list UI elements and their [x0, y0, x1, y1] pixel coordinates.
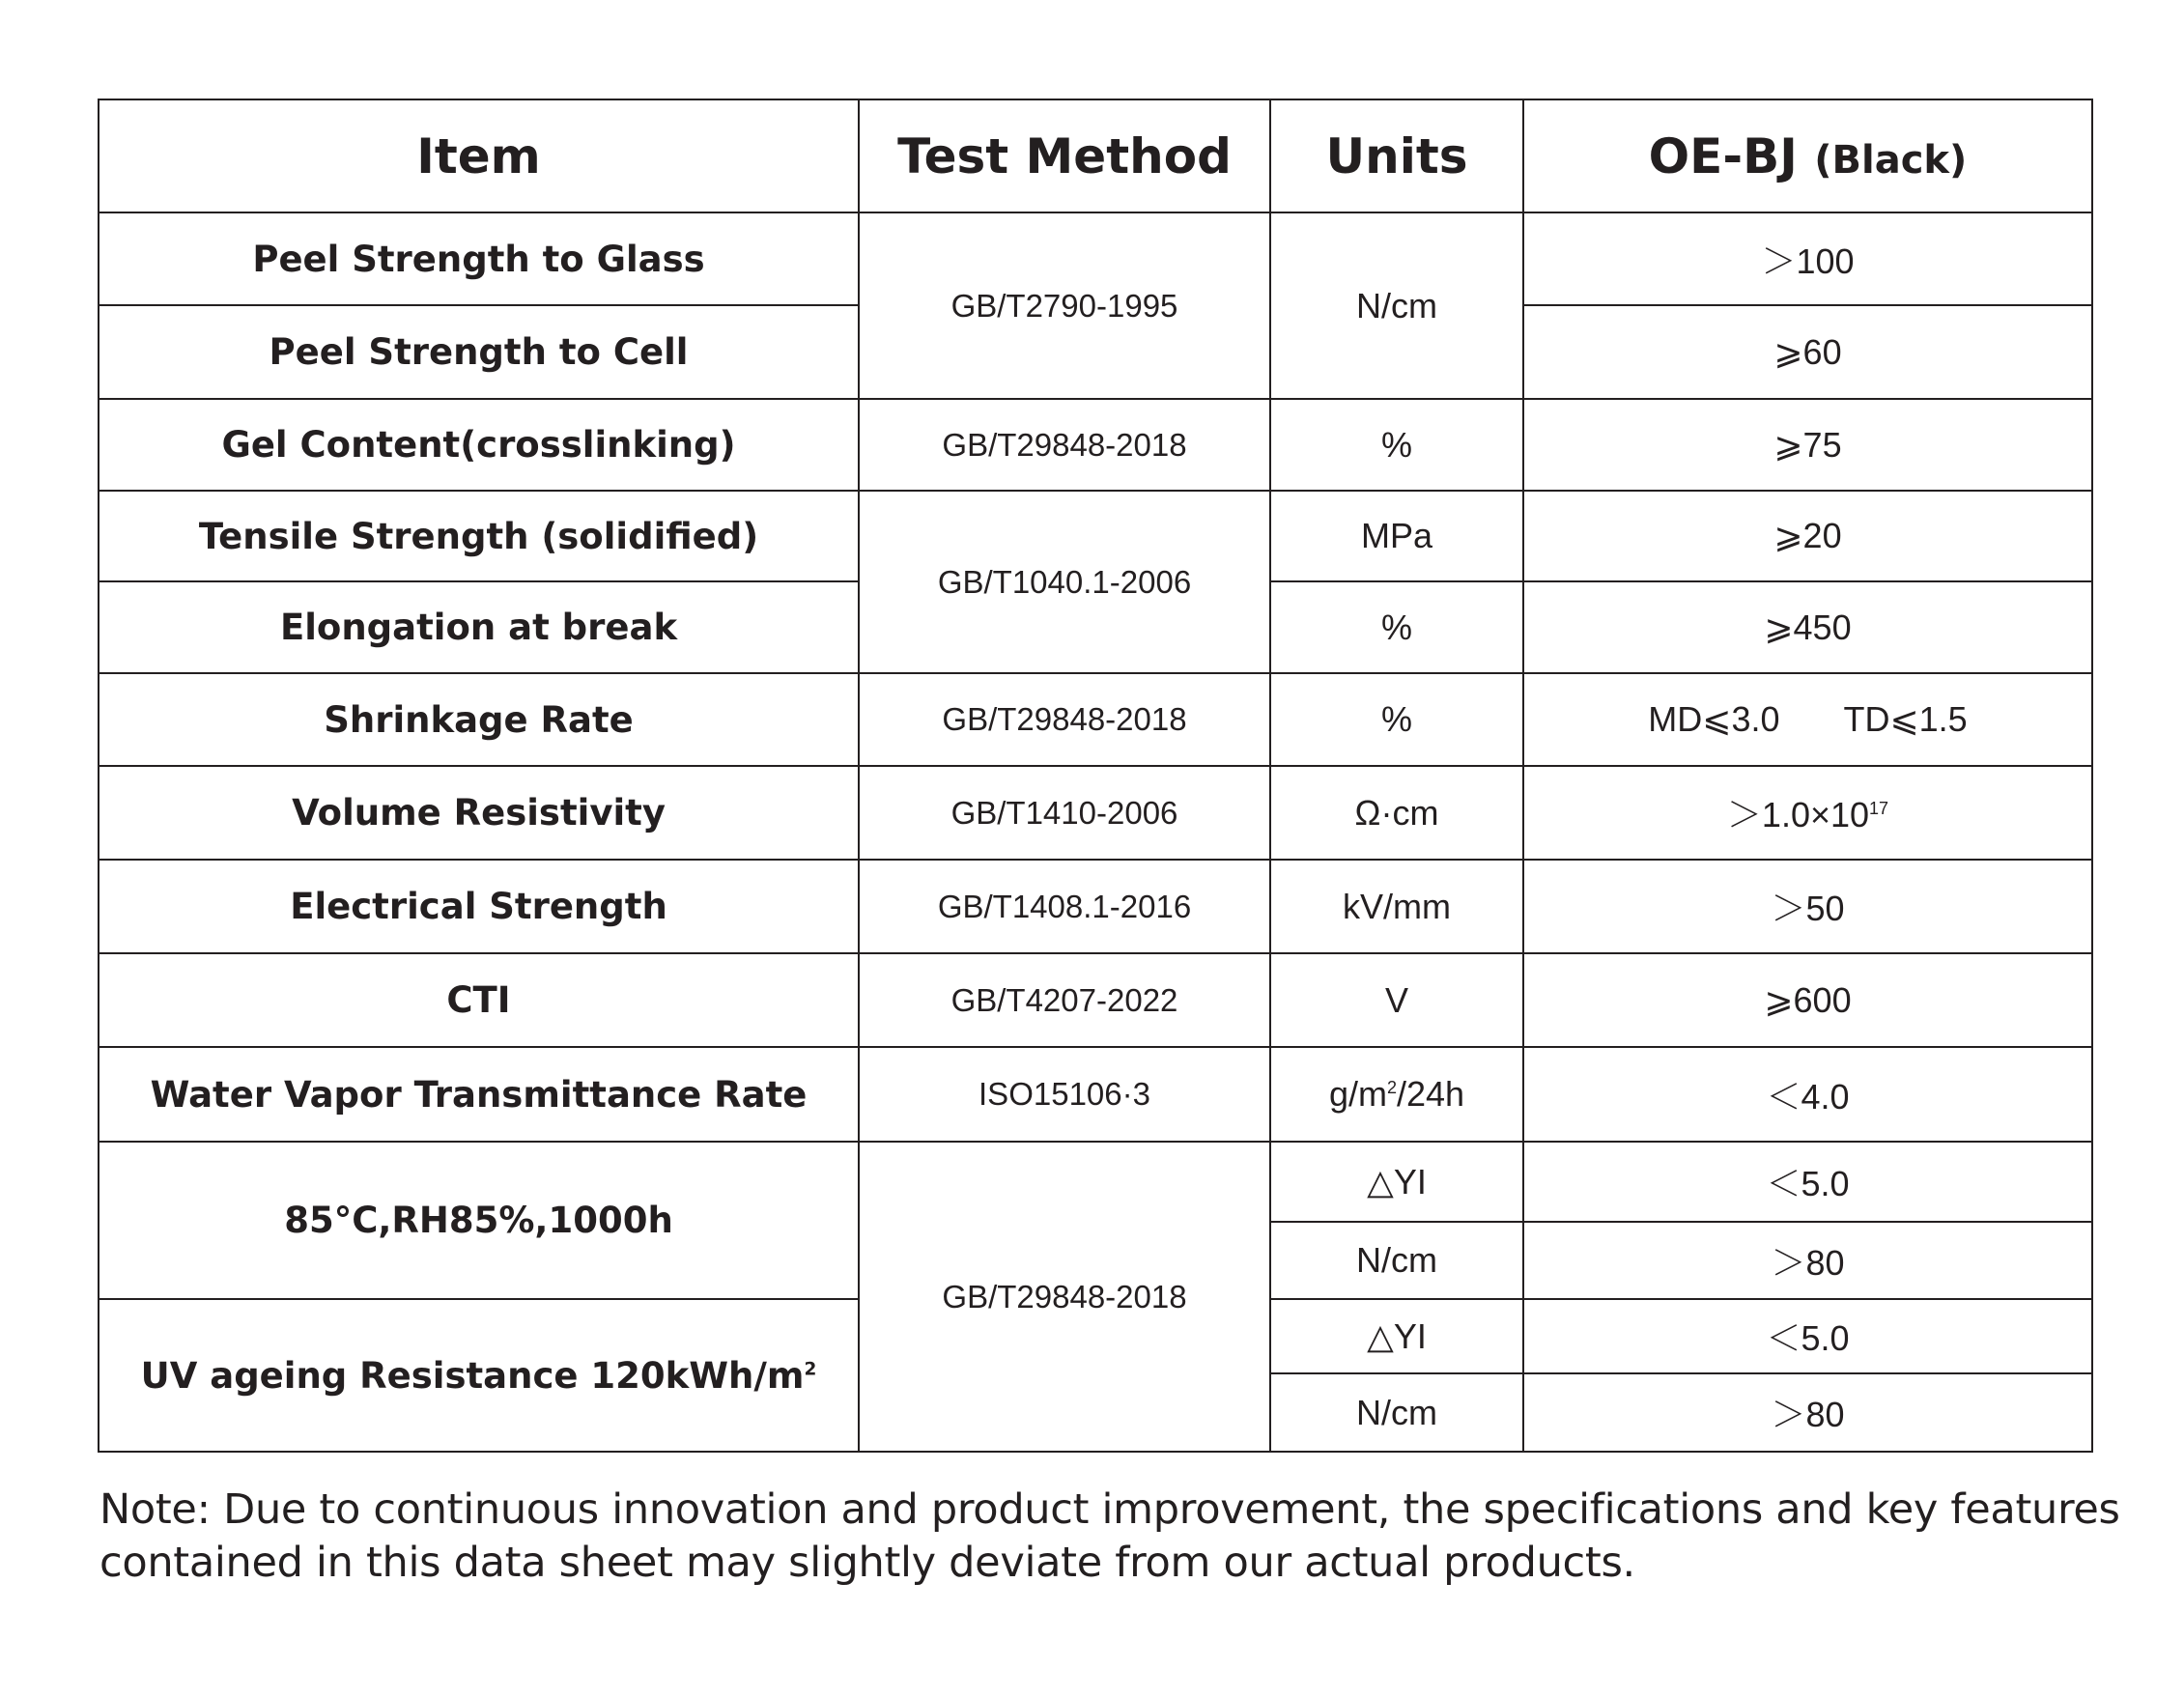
table-row	[99, 1142, 2092, 1222]
header-units: Units	[1270, 99, 1523, 212]
table-row	[99, 766, 2092, 860]
value-cell: ⩾600	[1523, 953, 2092, 1047]
header-item: Item	[99, 99, 859, 212]
value-td: TD⩽1.5	[1843, 699, 1968, 739]
unit-cell: %	[1270, 581, 1523, 673]
product-color: (Black)	[1814, 137, 1968, 183]
note-line-1: Note: Due to continuous innovation and product improvement, the specifications and key features	[99, 1485, 2120, 1534]
item-cell: Tensile Strength (solidified)	[99, 491, 859, 581]
value-cell: ＞80	[1523, 1373, 2092, 1452]
value-cell: ⩾75	[1523, 399, 2092, 491]
spec-table	[98, 99, 2093, 1453]
item-cell: Elongation at break	[99, 581, 859, 673]
table-row	[99, 860, 2092, 953]
unit-cell: V	[1270, 953, 1523, 1047]
item-cell	[99, 1299, 859, 1452]
table-row	[99, 673, 2092, 766]
table-row	[99, 212, 2092, 305]
header-product	[1523, 99, 2092, 212]
method-cell: GB/T29848-2018	[859, 673, 1270, 766]
unit-cell	[1270, 1047, 1523, 1142]
value-cell: ⩾60	[1523, 305, 2092, 399]
unit-cell: Ω·cm	[1270, 766, 1523, 860]
method-cell: GB/T4207-2022	[859, 953, 1270, 1047]
item-cell: Peel Strength to Glass	[99, 212, 859, 305]
unit-sup: 2	[1386, 1078, 1397, 1097]
item-cell: Gel Content(crosslinking)	[99, 399, 859, 491]
method-cell: GB/T1410-2006	[859, 766, 1270, 860]
value-cell: ⩾450	[1523, 581, 2092, 673]
unit-cell: △YI	[1270, 1299, 1523, 1373]
value-cell: ＜5.0	[1523, 1299, 2092, 1373]
unit-cell: %	[1270, 399, 1523, 491]
unit-cell: MPa	[1270, 491, 1523, 581]
method-cell: GB/T1040.1-2006	[859, 491, 1270, 673]
disclaimer-note	[99, 1484, 2138, 1590]
item-cell: Water Vapor Transmittance Rate	[99, 1047, 859, 1142]
unit-cell: △YI	[1270, 1142, 1523, 1222]
method-cell: GB/T2790-1995	[859, 212, 1270, 399]
table-row	[99, 953, 2092, 1047]
item-pre: UV ageing Resistance 120kWh/m	[140, 1354, 805, 1397]
value-cell: ＜5.0	[1523, 1142, 2092, 1222]
method-cell: GB/T1408.1-2016	[859, 860, 1270, 953]
method-cell: GB/T29848-2018	[859, 399, 1270, 491]
value-cell: ＞80	[1523, 1222, 2092, 1299]
table-row	[99, 491, 2092, 581]
item-cell: Volume Resistivity	[99, 766, 859, 860]
value-cell	[1523, 766, 2092, 860]
value-cell: ＜4.0	[1523, 1047, 2092, 1142]
value-md: MD⩽3.0	[1648, 699, 1780, 739]
header-test-method: Test Method	[859, 99, 1270, 212]
unit-cell: N/cm	[1270, 212, 1523, 399]
header-row	[99, 99, 2092, 212]
item-sup: 2	[804, 1359, 817, 1380]
method-cell: ISO15106·3	[859, 1047, 1270, 1142]
item-cell: 85°C,RH85%,1000h	[99, 1142, 859, 1299]
item-cell: Shrinkage Rate	[99, 673, 859, 766]
table-row	[99, 1047, 2092, 1142]
unit-cell: kV/mm	[1270, 860, 1523, 953]
product-name: OE-BJ	[1648, 127, 1798, 184]
unit-cell: N/cm	[1270, 1373, 1523, 1452]
table-row	[99, 399, 2092, 491]
item-cell: Electrical Strength	[99, 860, 859, 953]
value-base: ＞1.0×10	[1726, 795, 1870, 834]
method-cell: GB/T29848-2018	[859, 1142, 1270, 1452]
value-cell: ＞100	[1523, 212, 2092, 305]
item-cell: CTI	[99, 953, 859, 1047]
value-cell: ⩾20	[1523, 491, 2092, 581]
unit-post: /24h	[1396, 1074, 1465, 1114]
unit-pre: g/m	[1328, 1074, 1387, 1114]
note-line-2: contained in this data sheet may slightly deviate from our actual products.	[99, 1539, 1635, 1587]
value-cell	[1523, 673, 2092, 766]
value-cell: ＞50	[1523, 860, 2092, 953]
unit-cell: N/cm	[1270, 1222, 1523, 1299]
unit-cell: %	[1270, 673, 1523, 766]
item-cell: Peel Strength to Cell	[99, 305, 859, 399]
value-exponent: 17	[1869, 799, 1889, 818]
